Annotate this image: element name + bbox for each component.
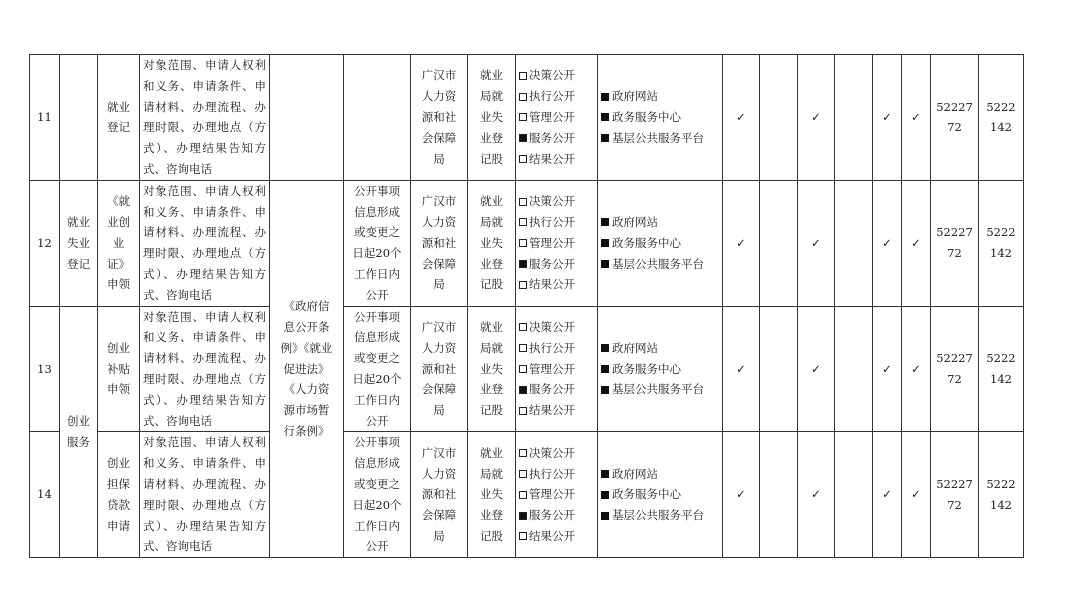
item-name: 《就 业创 业 证》 申领	[98, 180, 140, 306]
checkbox-icon	[519, 72, 527, 80]
filled-square-icon	[601, 386, 609, 394]
item-name: 创业 补贴 申领	[98, 306, 140, 432]
disclosure-content: 对象范围、申请人权利和义务、申请条件、申请材料、办理流程、办理时限、办理地点（方式）、办理结果告知方式、咨询电话	[140, 432, 270, 558]
checkbox-icon	[519, 491, 527, 499]
responsible-subunit: 就业 局就 业失 业登 记股	[468, 180, 516, 306]
checkbox-icon	[519, 93, 527, 101]
filled-square-icon	[601, 344, 609, 352]
checkbox-icon	[519, 239, 527, 247]
check-mark-icon: ✓	[798, 55, 835, 181]
publicity-option: 决策公开	[519, 191, 594, 212]
check-mark-icon: ✓	[723, 306, 760, 432]
publicity-channels: 政府网站 政务服务中心 基层公共服务平台	[598, 180, 723, 306]
disclosure-content: 对象范围、申请人权利和义务、申请条件、申请材料、办理流程、办理时限、办理地点（方式）、办理结果告知方式、咨询电话	[140, 55, 270, 181]
checkbox-icon	[519, 365, 527, 373]
checkbox-icon	[519, 218, 527, 226]
publicity-option: 执行公开	[519, 212, 594, 233]
publicity-option: 执行公开	[519, 86, 594, 107]
filled-square-icon	[601, 218, 609, 226]
checkbox-icon	[519, 407, 527, 415]
publicity-option: 决策公开	[519, 443, 594, 464]
mark-cell	[835, 180, 873, 306]
table-row	[30, 180, 1024, 306]
checkbox-checked-icon	[519, 512, 527, 520]
check-mark-icon: ✓	[873, 55, 902, 181]
responsible-subunit: 就业 局就 业失 业登 记股	[468, 55, 516, 181]
publicity-option: 结果公开	[519, 400, 594, 421]
filled-square-icon	[601, 134, 609, 142]
checkbox-checked-icon	[519, 386, 527, 394]
filled-square-icon	[601, 239, 609, 247]
row-number: 13	[30, 306, 60, 432]
checkbox-icon	[519, 281, 527, 289]
filled-square-icon	[601, 365, 609, 373]
checkbox-icon	[519, 113, 527, 121]
mark-cell	[835, 55, 873, 181]
phone-number: 52227 72	[931, 55, 979, 181]
checkbox-icon	[519, 344, 527, 352]
mark-cell	[760, 180, 798, 306]
item-name: 创业 担保 贷款 申请	[98, 432, 140, 558]
publicity-channels: 政府网站 政务服务中心 基层公共服务平台	[598, 55, 723, 181]
publicity-option: 服务公开	[519, 505, 594, 526]
publicity-option: 管理公开	[519, 484, 594, 505]
category-employment: 就业 失业 登记	[60, 180, 98, 306]
publicity-option: 决策公开	[519, 317, 594, 338]
publicity-option: 服务公开	[519, 254, 594, 275]
disclosure-table	[29, 54, 1024, 558]
table-row	[30, 306, 1024, 432]
publicity-channels: 政府网站 政务服务中心 基层公共服务平台	[598, 306, 723, 432]
publicity-channels: 政府网站 政务服务中心 基层公共服务平台	[598, 432, 723, 558]
mark-cell	[760, 432, 798, 558]
check-mark-icon: ✓	[902, 306, 931, 432]
publicity-type	[516, 55, 598, 181]
disclosure-deadline: 公开事项 信息形成 或变更之 日起20个 工作日内 公开	[344, 306, 411, 432]
publicity-option: 管理公开	[519, 107, 594, 128]
check-mark-icon: ✓	[723, 55, 760, 181]
disclosure-content: 对象范围、申请人权利和义务、申请条件、申请材料、办理流程、办理时限、办理地点（方式）、办理结果告知方式、咨询电话	[140, 306, 270, 432]
checkbox-icon	[519, 470, 527, 478]
publicity-option: 服务公开	[519, 379, 594, 400]
publicity-option: 服务公开	[519, 128, 594, 149]
checkbox-checked-icon	[519, 260, 527, 268]
publicity-type	[516, 180, 598, 306]
responsible-dept: 广汉市 人力资 源和社 会保障 局	[411, 180, 468, 306]
checkbox-checked-icon	[519, 134, 527, 142]
check-mark-icon: ✓	[902, 55, 931, 181]
filled-square-icon	[601, 93, 609, 101]
row-number: 14	[30, 432, 60, 558]
mark-cell	[835, 432, 873, 558]
filled-square-icon	[601, 512, 609, 520]
checkbox-icon	[519, 198, 527, 206]
legal-basis: 《政府信 息公开条 例》《就业 促进法》 《人力资 源市场暂 行条例》	[270, 180, 344, 557]
mark-cell	[760, 306, 798, 432]
checkbox-icon	[519, 323, 527, 331]
disclosure-deadline: 公开事项 信息形成 或变更之 日起20个 工作日内 公开	[344, 180, 411, 306]
check-mark-icon: ✓	[873, 306, 902, 432]
disclosure-deadline: 公开事项 信息形成 或变更之 日起20个 工作日内 公开	[344, 432, 411, 558]
check-mark-icon: ✓	[798, 306, 835, 432]
checkbox-icon	[519, 155, 527, 163]
publicity-type	[516, 306, 598, 432]
check-mark-icon: ✓	[723, 432, 760, 558]
responsible-dept: 广汉市 人力资 源和社 会保障 局	[411, 432, 468, 558]
publicity-option: 结果公开	[519, 274, 594, 295]
row-number: 12	[30, 180, 60, 306]
publicity-option: 执行公开	[519, 464, 594, 485]
phone-number: 5222 142	[979, 432, 1024, 558]
responsible-subunit: 就业 局就 业失 业登 记股	[468, 432, 516, 558]
responsible-dept: 广汉市 人力资 源和社 会保障 局	[411, 55, 468, 181]
check-mark-icon: ✓	[723, 180, 760, 306]
filled-square-icon	[601, 491, 609, 499]
check-mark-icon: ✓	[902, 432, 931, 558]
check-mark-icon: ✓	[902, 180, 931, 306]
filled-square-icon	[601, 113, 609, 121]
phone-number: 5222 142	[979, 306, 1024, 432]
category-cell-empty	[60, 55, 98, 181]
phone-number: 5222 142	[979, 55, 1024, 181]
check-mark-icon: ✓	[873, 432, 902, 558]
publicity-option: 执行公开	[519, 338, 594, 359]
responsible-subunit: 就业 局就 业失 业登 记股	[468, 306, 516, 432]
category-startup: 创业 服务	[60, 306, 98, 558]
item-name: 就业 登记	[98, 55, 140, 181]
row-number: 11	[30, 55, 60, 181]
mark-cell	[760, 55, 798, 181]
check-mark-icon: ✓	[798, 432, 835, 558]
mark-cell	[835, 306, 873, 432]
filled-square-icon	[601, 260, 609, 268]
table-row	[30, 432, 1024, 558]
phone-number: 52227 72	[931, 432, 979, 558]
checkbox-icon	[519, 532, 527, 540]
publicity-option: 结果公开	[519, 526, 594, 547]
responsible-dept: 广汉市 人力资 源和社 会保障 局	[411, 306, 468, 432]
phone-number: 52227 72	[931, 180, 979, 306]
publicity-option: 决策公开	[519, 65, 594, 86]
disclosure-content: 对象范围、申请人权利和义务、申请条件、申请材料、办理流程、办理时限、办理地点（方式）、办理结果告知方式、咨询电话	[140, 180, 270, 306]
publicity-option: 管理公开	[519, 359, 594, 380]
publicity-option: 结果公开	[519, 149, 594, 170]
phone-number: 5222 142	[979, 180, 1024, 306]
phone-number: 52227 72	[931, 306, 979, 432]
publicity-option: 管理公开	[519, 233, 594, 254]
check-mark-icon: ✓	[873, 180, 902, 306]
table-row	[30, 55, 1024, 181]
publicity-type	[516, 432, 598, 558]
deadline-cell-empty	[344, 55, 411, 181]
basis-cell	[270, 55, 344, 181]
check-mark-icon: ✓	[798, 180, 835, 306]
checkbox-icon	[519, 449, 527, 457]
filled-square-icon	[601, 470, 609, 478]
